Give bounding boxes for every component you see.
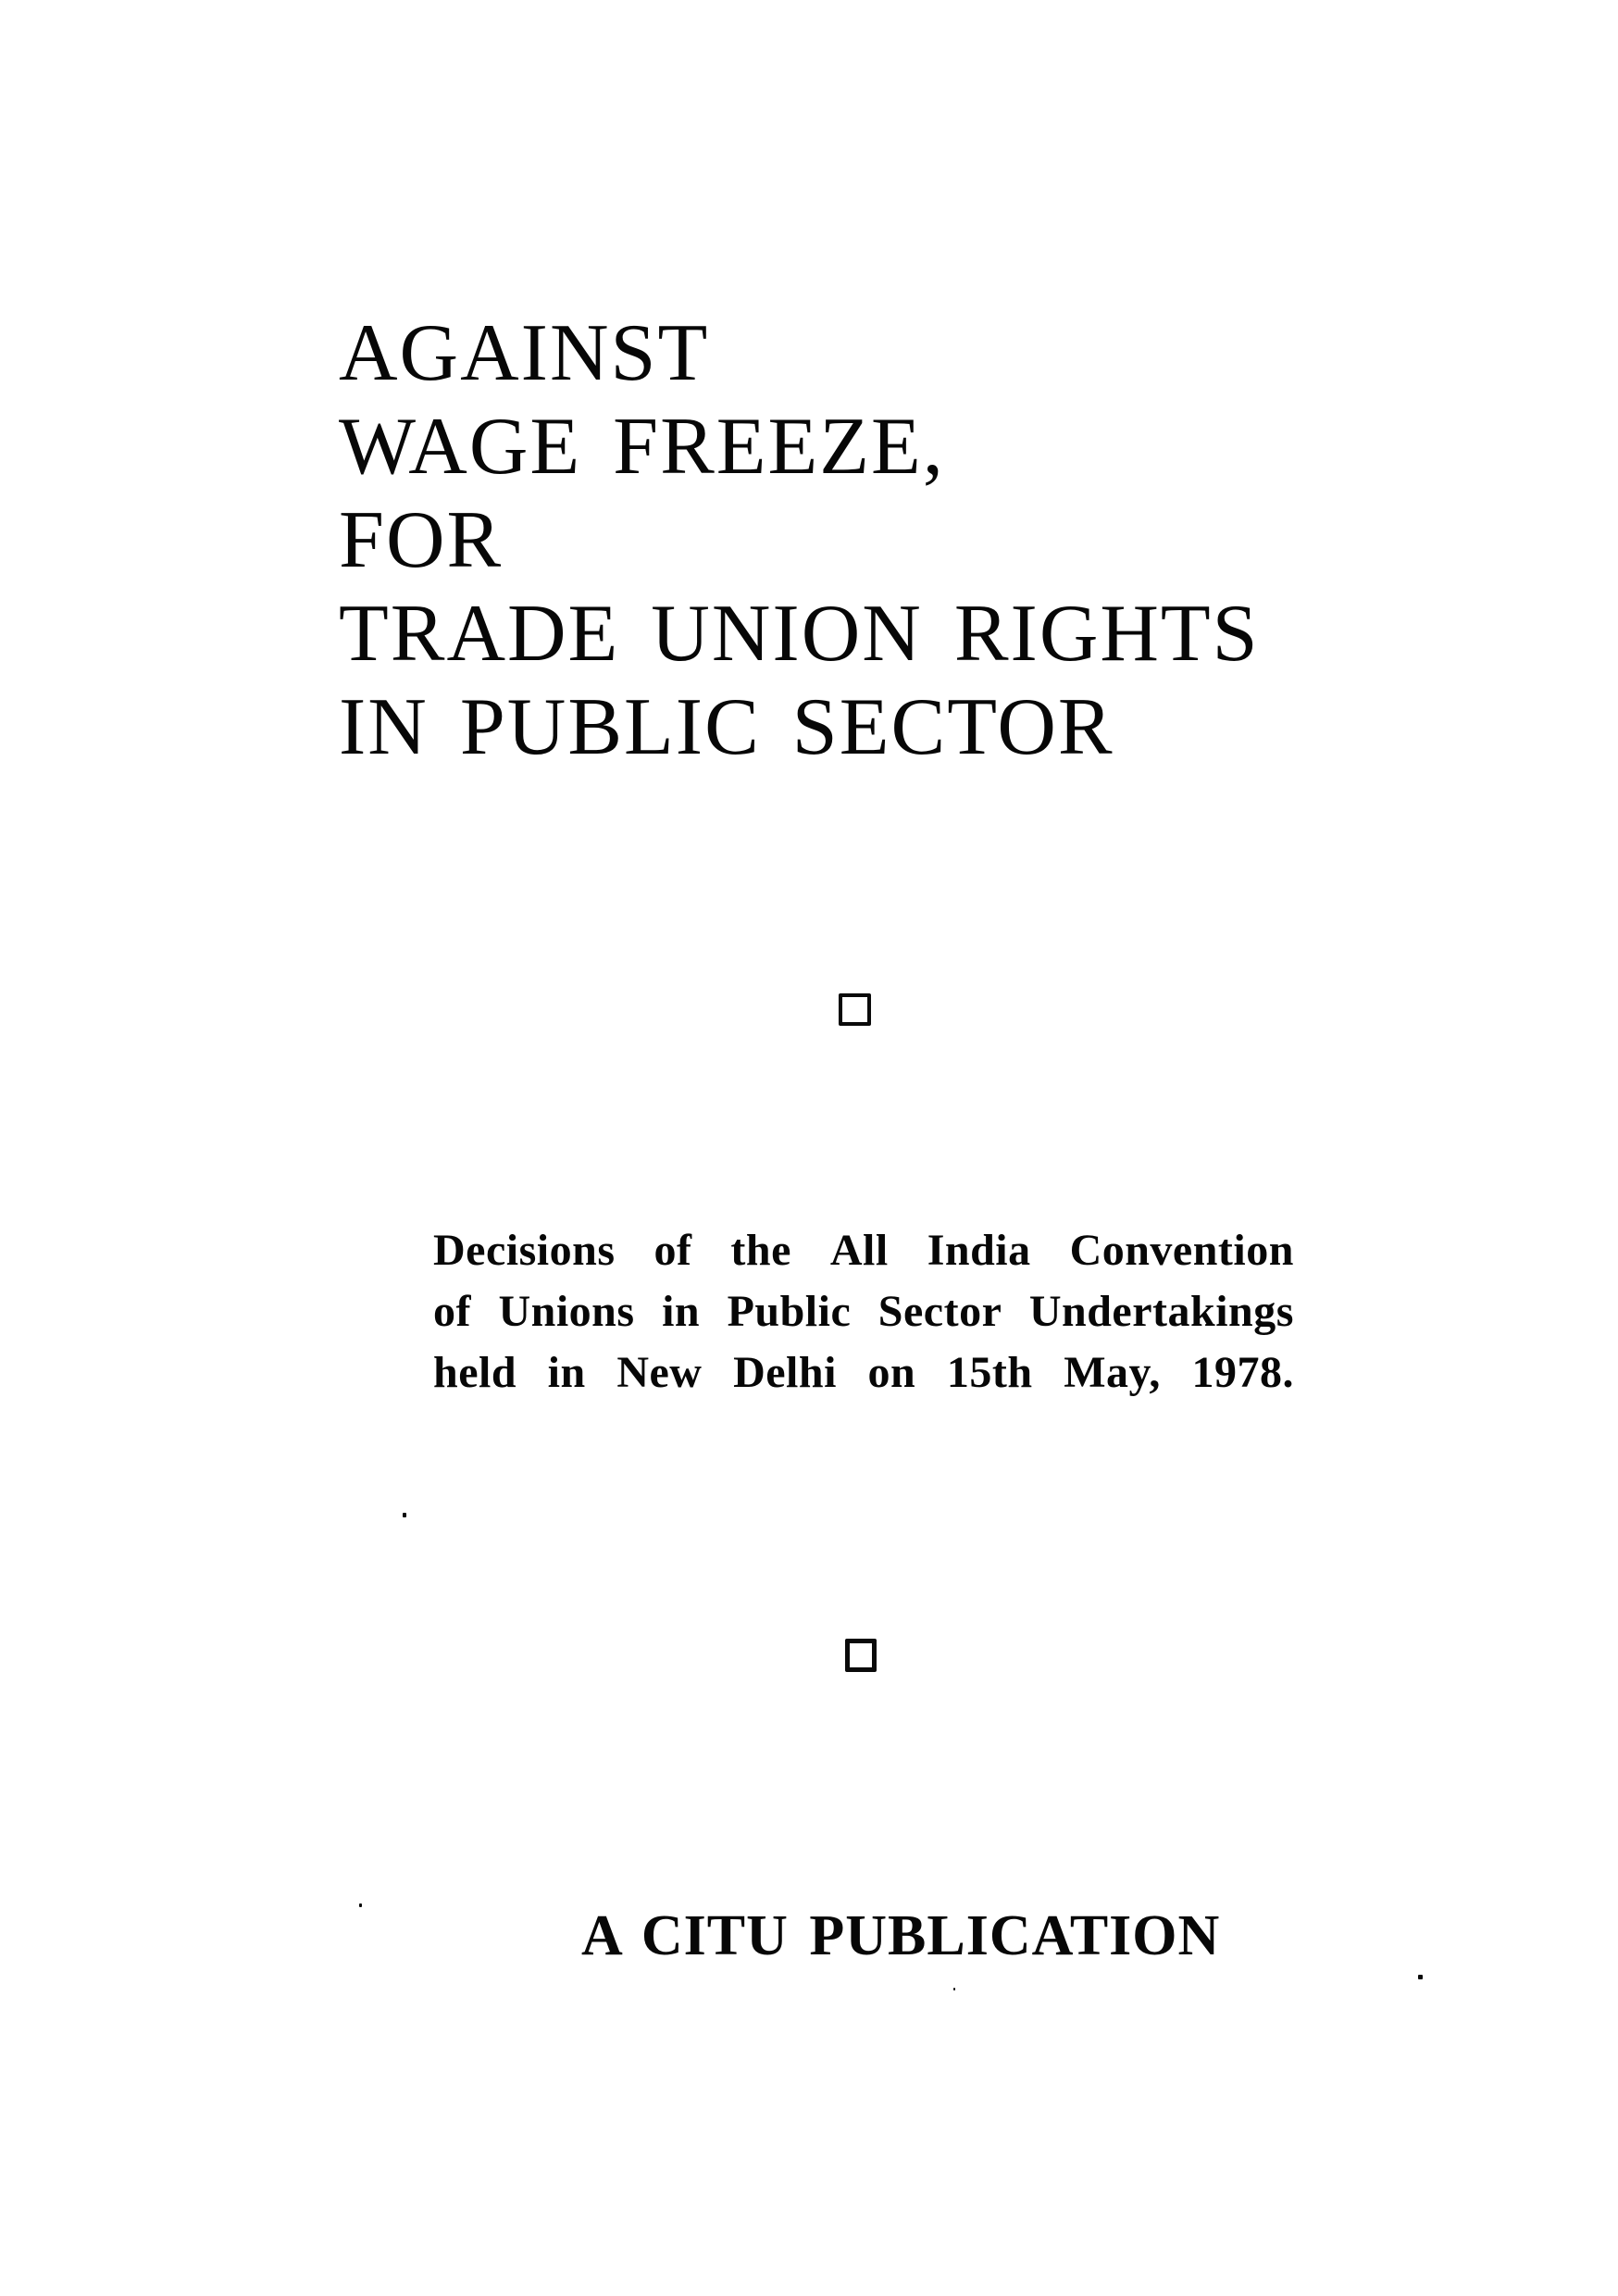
subtitle-word: of <box>653 1226 692 1275</box>
title-line-4: TRADE UNION RIGHTS <box>339 589 1260 679</box>
subtitle-word: Convention <box>1069 1226 1294 1275</box>
scan-speck <box>403 1513 406 1517</box>
scan-speck <box>953 1988 955 1990</box>
publisher-line: A CITU PUBLICATION <box>581 1904 1221 1967</box>
square-ornament-icon <box>845 1639 877 1672</box>
subtitle-word: on <box>867 1348 916 1397</box>
subtitle-word: in <box>547 1348 586 1397</box>
subtitle-word: Undertakings <box>1028 1287 1294 1336</box>
title-block <box>339 306 1260 774</box>
subtitle-word: in <box>662 1287 701 1336</box>
subtitle-word: New <box>616 1348 703 1397</box>
subtitle-line <box>433 1220 1294 1281</box>
subtitle-line <box>433 1281 1294 1342</box>
subtitle-word: Delhi <box>733 1348 837 1397</box>
subtitle-word: held <box>433 1348 517 1397</box>
title-line-2: WAGE FREEZE, <box>339 402 945 492</box>
subtitle-word: Unions <box>498 1287 635 1336</box>
square-ornament-icon <box>839 993 871 1026</box>
subtitle-word: 1978. <box>1191 1348 1294 1397</box>
title-line-1: AGAINST <box>339 308 710 398</box>
subtitle-word: the <box>730 1226 791 1275</box>
subtitle-line <box>433 1342 1294 1404</box>
title-line-3: FOR <box>339 495 504 585</box>
subtitle-word: May, <box>1064 1348 1161 1397</box>
subtitle-word: All <box>829 1226 889 1275</box>
subtitle-word: India <box>927 1226 1031 1275</box>
subtitle-word: Decisions <box>433 1226 616 1275</box>
subtitle-word: of <box>433 1287 471 1336</box>
subtitle-word: Public <box>727 1287 852 1336</box>
subtitle-word: Sector <box>877 1287 1002 1336</box>
scan-speck <box>359 1903 362 1907</box>
subtitle-word: 15th <box>946 1348 1033 1397</box>
title-line-5: IN PUBLIC SECTOR <box>339 682 1114 772</box>
scan-speck <box>1418 1975 1423 1979</box>
subtitle-block <box>433 1220 1294 1404</box>
